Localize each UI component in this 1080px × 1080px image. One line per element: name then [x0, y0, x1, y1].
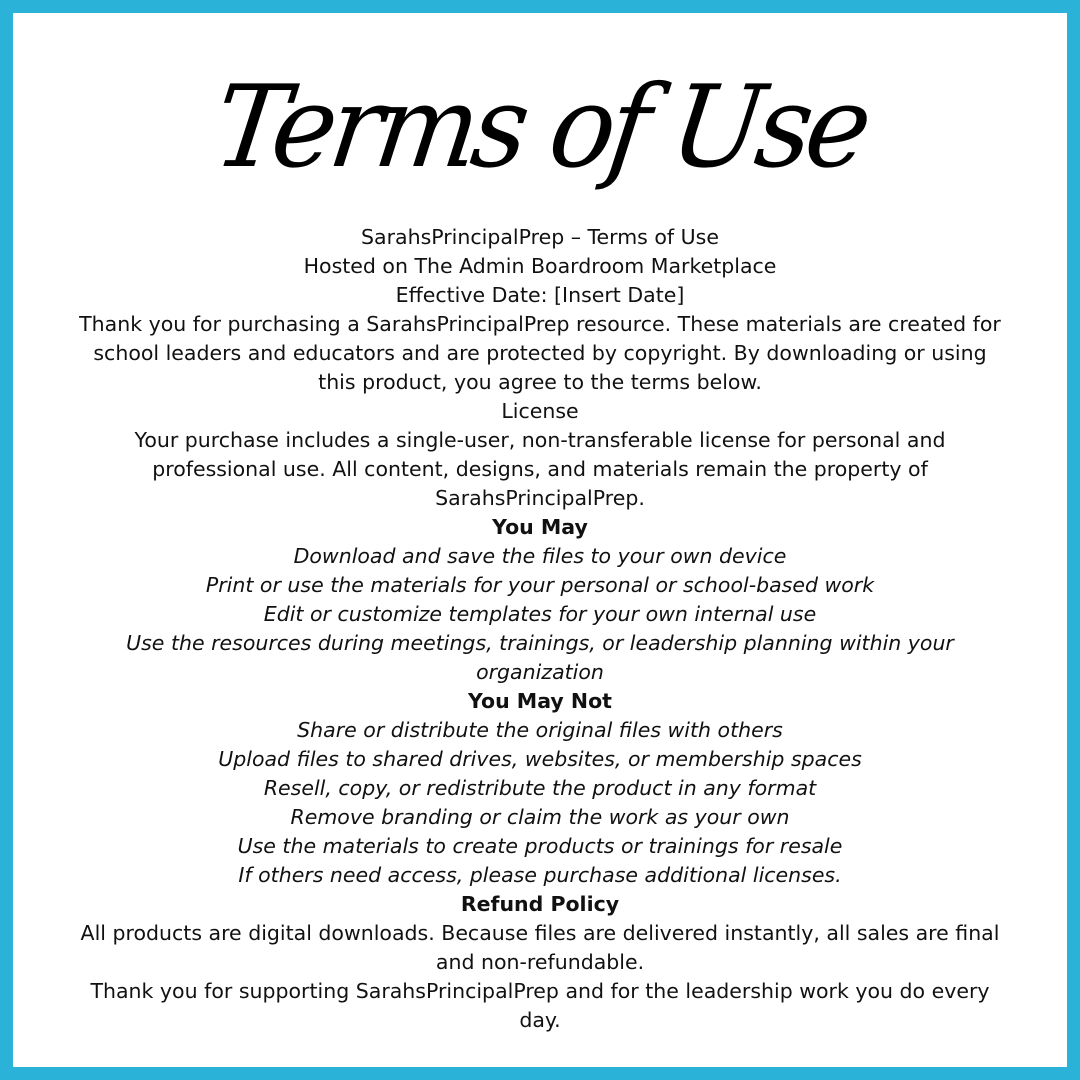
you-may-item: Download and save the files to your own device	[293, 544, 787, 568]
you-may-not-heading: You May Not	[468, 689, 612, 713]
page-title: Terms of Use	[206, 61, 874, 194]
page-frame	[13, 13, 1067, 1067]
you-may-heading: You May	[492, 515, 588, 539]
license-text: Your purchase includes a single-user, non-transferable license for personal and professional use. All content, designs, and materials remain the property of SarahsPrincipalPrep.	[134, 428, 946, 510]
refund-heading: Refund Policy	[460, 892, 620, 916]
you-may-item: Print or use the materials for your personal or school-based work	[205, 573, 875, 597]
header-line-2: Hosted on The Admin Boardroom Marketplace	[303, 254, 777, 278]
you-may-not-item: Upload files to shared drives, websites, or membership spaces	[218, 747, 862, 771]
terms-content	[73, 223, 1007, 1035]
you-may-not-item: Share or distribute the original files with others	[297, 718, 783, 742]
you-may-not-item: Remove branding or claim the work as your own	[290, 805, 790, 829]
refund-text: All products are digital downloads. Because files are delivered instantly, all sales are final and non-refundable.	[80, 921, 1000, 974]
you-may-not-item: Resell, copy, or redistribute the product in any format	[263, 776, 817, 800]
license-heading: License	[501, 399, 579, 423]
you-may-not-item: Use the materials to create products or trainings for resale	[237, 834, 843, 858]
effective-date: Effective Date: [Insert Date]	[395, 283, 685, 307]
you-may-item: Edit or customize templates for your own internal use	[263, 602, 817, 626]
you-may-item: Use the resources during meetings, trainings, or leadership planning within your organization	[126, 631, 954, 684]
header-line-1: SarahsPrincipalPrep – Terms of Use	[361, 225, 719, 249]
intro-paragraph: Thank you for purchasing a SarahsPrincipalPrep resource. These materials are created for school leaders and educators and are protected by copyright. By downloading or using this product, you agree to the terms below.	[79, 312, 1001, 394]
title-block	[13, 41, 1067, 211]
closing-text: Thank you for supporting SarahsPrincipalPrep and for the leadership work you do every day.	[90, 979, 990, 1032]
you-may-not-item: If others need access, please purchase additional licenses.	[238, 863, 842, 887]
